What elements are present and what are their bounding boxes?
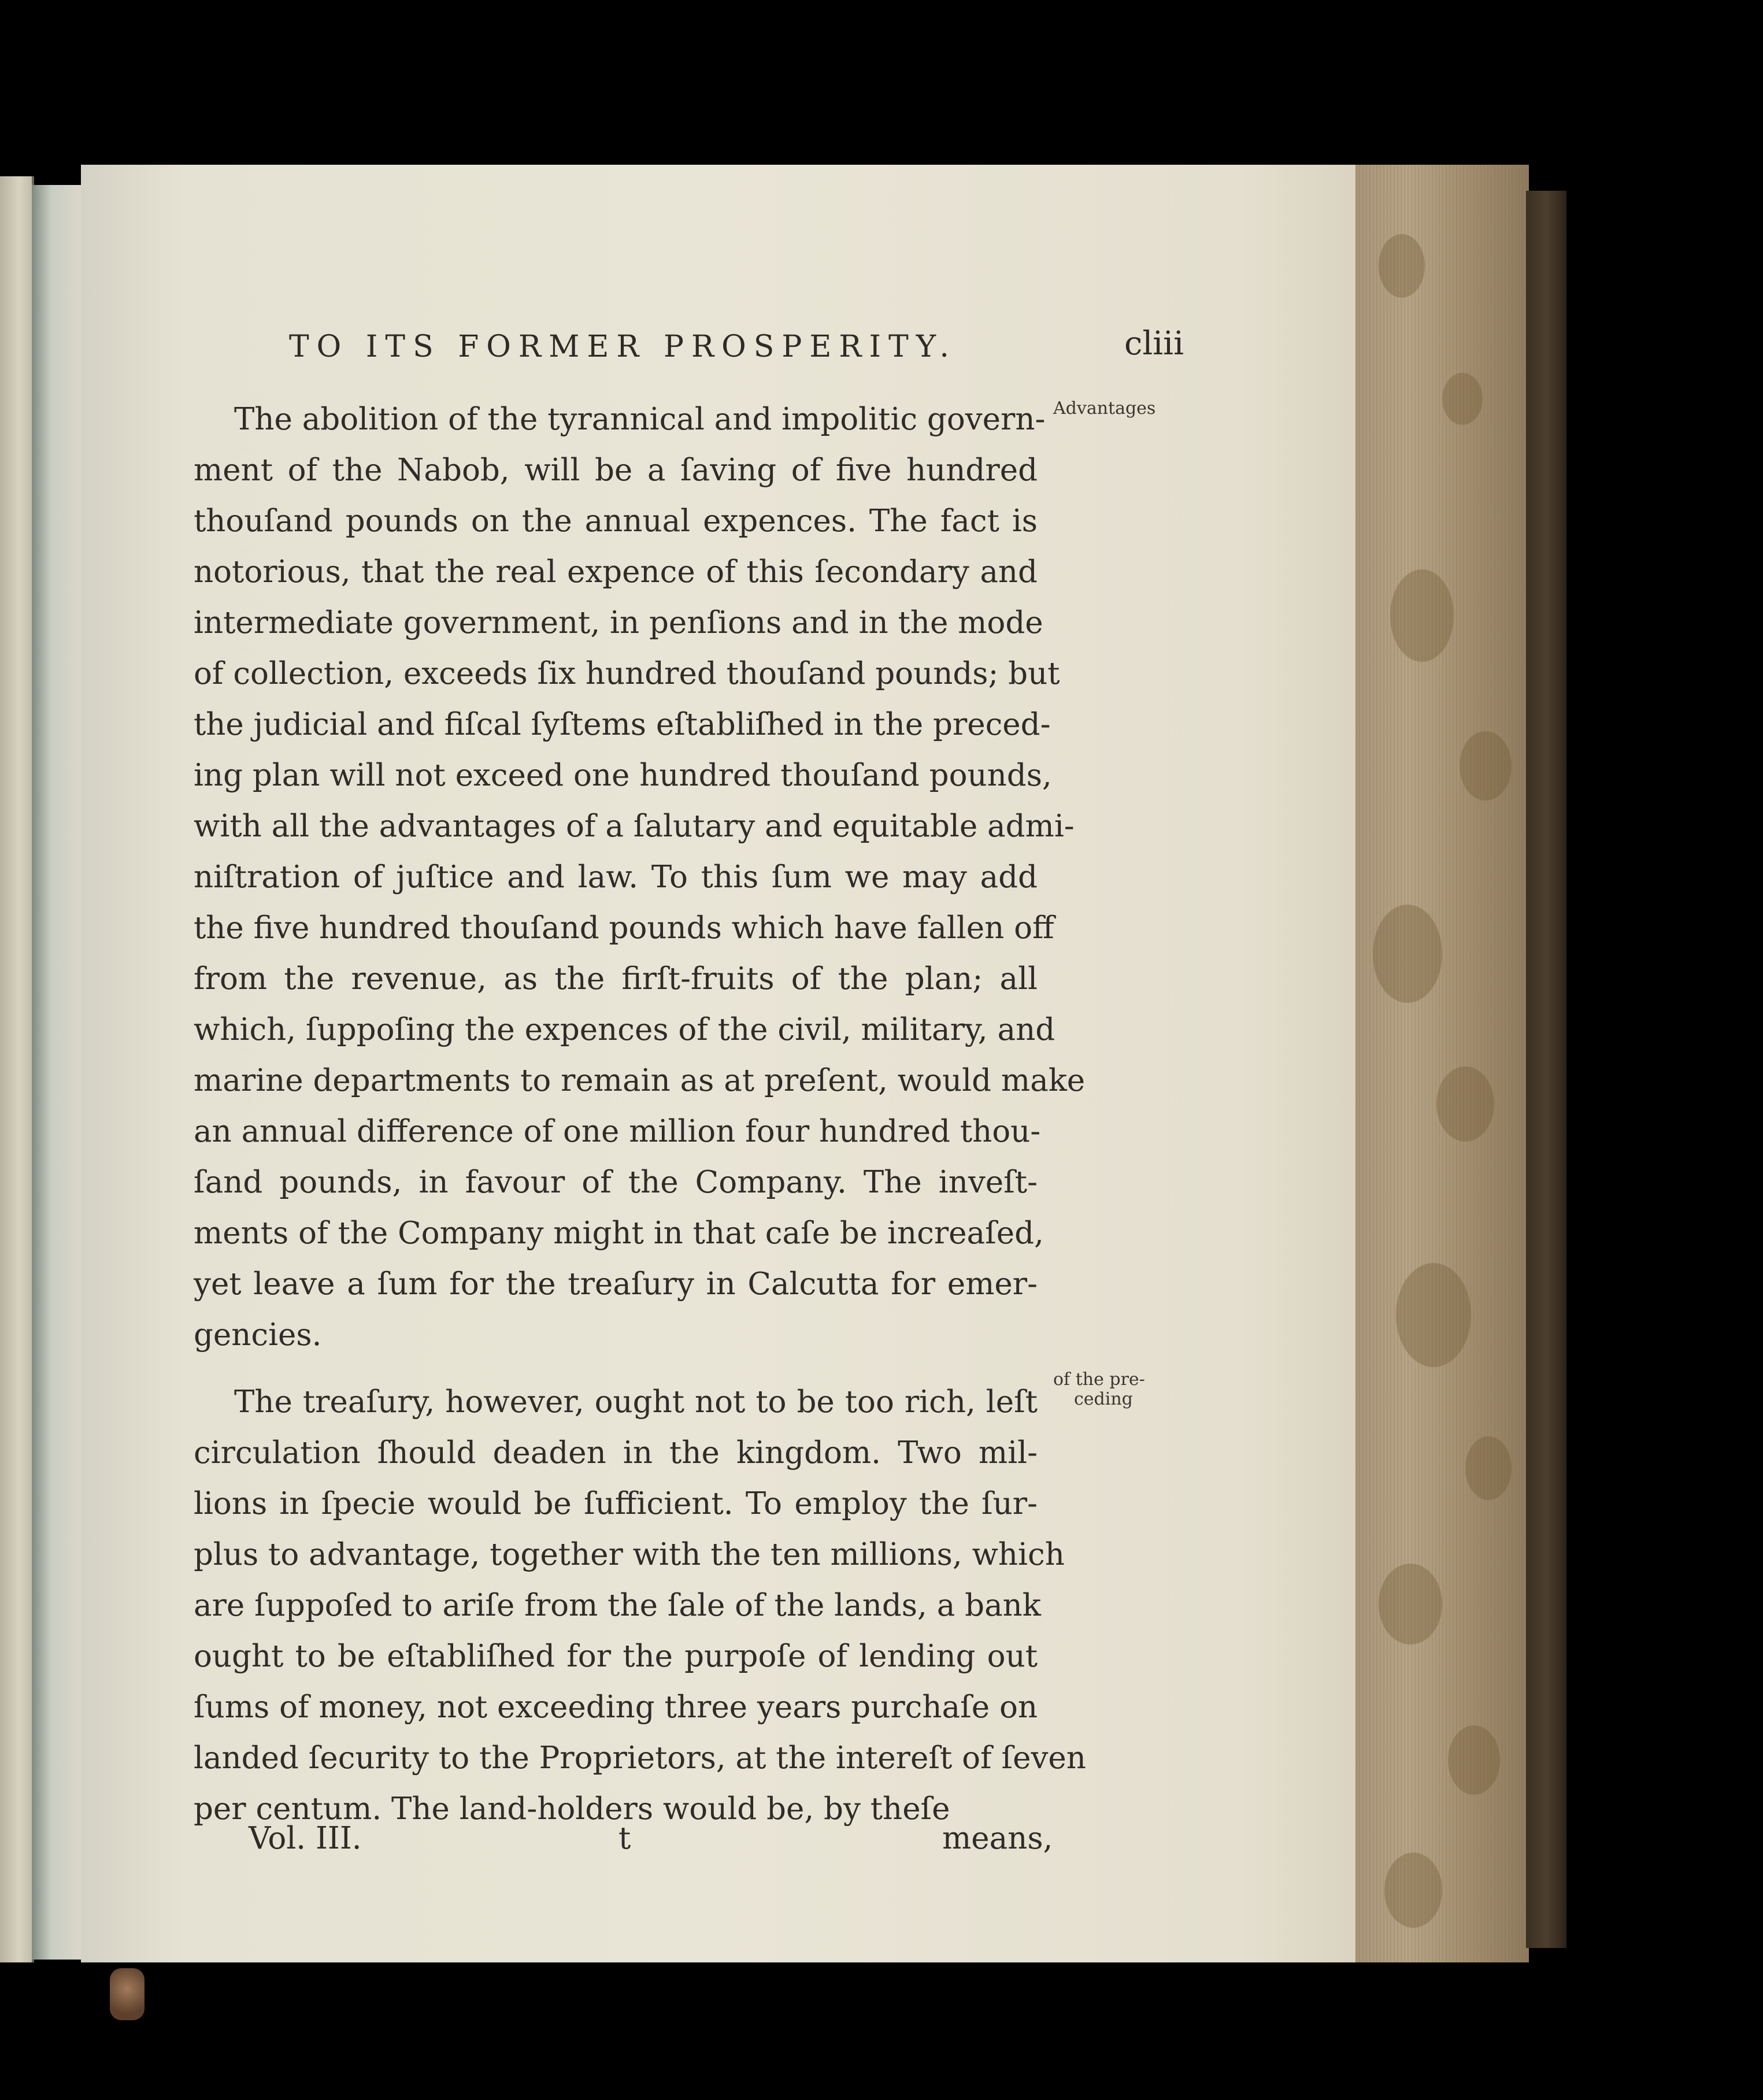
text-line: lions in ſpecie would be ſufficient. To employ the ſur- bbox=[194, 1486, 1038, 1521]
text-line: the judicial and fiſcal ſyſtems eſtabliſhed in the preced- bbox=[194, 707, 1051, 742]
catchword: means, bbox=[942, 1821, 1053, 1856]
ribbon-bookmark bbox=[110, 1968, 145, 2020]
text-line: yet leave a ſum for the treaſury in Calcutta for emer- bbox=[194, 1266, 1038, 1302]
text-line: which, ſuppoſing the expences of the civil, military, and bbox=[194, 1012, 1055, 1047]
body-text bbox=[194, 394, 1086, 1835]
volume-mark: Vol. III. bbox=[249, 1821, 362, 1856]
text-line: per centum. The land-holders would be, by theſe bbox=[194, 1791, 950, 1827]
text-line: the five hundred thouſand pounds which have fallen off bbox=[194, 910, 1054, 946]
text-line: ments of the Company might in that caſe be increaſed, bbox=[194, 1216, 1044, 1251]
text-line: The treaſury, however, ought not to be too rich, leſt bbox=[234, 1384, 1038, 1420]
text-line: are ſuppoſed to ariſe from the ſale of the lands, a bank bbox=[194, 1588, 1041, 1623]
text-line: intermediate government, in penſions and in the mode bbox=[194, 605, 1043, 640]
text-line: circulation ſhould deaden in the kingdom. Two mil- bbox=[194, 1435, 1038, 1471]
text-line: ought to be eſtabliſhed for the purpoſe of lending out bbox=[194, 1639, 1038, 1674]
text-line: from the revenue, as the firſt-fruits of the plan; all bbox=[194, 961, 1038, 997]
marginal-note: ceding bbox=[1074, 1389, 1133, 1409]
page-number: cliii bbox=[1124, 325, 1184, 362]
text-line: ing plan will not exceed one hundred thouſand pounds, bbox=[194, 758, 1052, 793]
text-line: plus to advantage, together with the ten millions, which bbox=[194, 1537, 1065, 1572]
fore-edge bbox=[1355, 165, 1529, 1962]
text-line: gencies. bbox=[194, 1317, 322, 1353]
text-line: thouſand pounds on the annual expences. The fact is bbox=[194, 503, 1038, 539]
text-line: ſums of money, not exceeding three years purchaſe on bbox=[194, 1690, 1038, 1725]
text-line: notorious, that the real expence of this ſecondary and bbox=[194, 554, 1038, 590]
paragraph bbox=[194, 1377, 1086, 1835]
gutter bbox=[32, 185, 87, 1960]
signature-mark: t bbox=[618, 1821, 631, 1856]
text-line: landed ſecurity to the Proprietors, at the intereſt of ſeven bbox=[194, 1740, 1086, 1776]
cover-edge bbox=[1526, 191, 1566, 1948]
text-line: ſand pounds, in favour of the Company. The inveſt- bbox=[194, 1165, 1038, 1200]
text-line: The abolition of the tyrannical and impolitic govern- bbox=[234, 402, 1046, 437]
left-page-edge bbox=[0, 176, 34, 1962]
text-line: with all the advantages of a ſalutary and equitable admi- bbox=[194, 809, 1075, 844]
marginal-note: of the pre- bbox=[1053, 1369, 1145, 1390]
marginal-note: Advantages bbox=[1053, 398, 1156, 418]
text-line: marine departments to remain as at preſent, would make bbox=[194, 1063, 1086, 1098]
text-line: ment of the Nabob, will be a ſaving of five hundred bbox=[194, 453, 1038, 488]
text-line: niſtration of juſtice and law. To this ſum we may add bbox=[194, 860, 1038, 895]
running-head: TO ITS FORMER PROSPERITY. bbox=[289, 329, 957, 364]
text-line: of collection, exceeds ſix hundred thouſand pounds; but bbox=[194, 656, 1060, 691]
paragraph bbox=[194, 394, 1086, 1361]
text-line: an annual difference of one million four hundred thou- bbox=[194, 1114, 1041, 1149]
